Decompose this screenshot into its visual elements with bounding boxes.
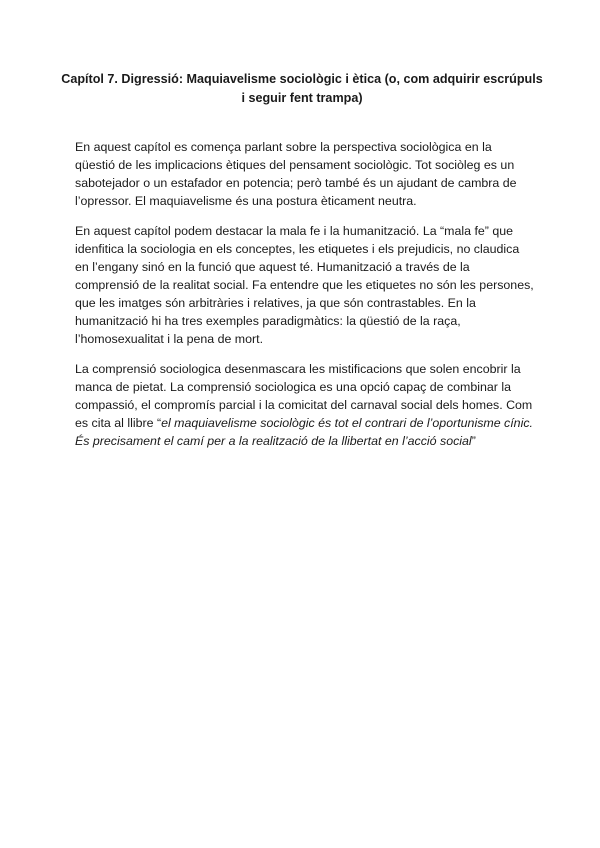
paragraph-comprehension [75,360,535,450]
quote-closing-mark: ” [471,434,476,448]
chapter-title: Capítol 7. Digressió: Maquiavelisme sociològic i ètica (o, com adquirir escrúpuls i seguir fent trampa) [61,72,543,105]
book-quote: el maquiavelisme sociològic és tot el contrari de l’oportunisme cínic. És precisament el camí per a la realització de la llibertat en l’acció social [75,416,533,448]
paragraph-perspective: En aquest capítol es comença parlant sobre la perspectiva sociològica en la qüestió de les implicacions ètiques del pensament sociològic. Tot sociòleg es un sabotejador o un estafador en potencia; però també és un ajudant de cambra de l’opressor. El maquiavelisme és una postura èticament neutra. [75,140,517,208]
paragraph-comprehension-text: La comprensió sociologica desenmascara les mistificacions que solen encobrir la manca de pietat. La comprensió sociologica es una opció capaç de combinar la compassió, el compromís parcial i la comicitat del carnaval social dels homes. Com es cita al llibre “ [75,362,533,430]
paragraph-humanization: En aquest capítol podem destacar la mala fe i la humanització. La “mala fe” que idenfitica la sociologia en els conceptes, les etiquetes i els prejudicis, no claudica en l’engany sinó en la funció que aquest té. Humanització a través de la comprensió de la realitat social. Fa entendre que les etiquetes no són les persones, que les imatges són arbitràries i relatives, ja que són contrastables. En la humanització hi ha tres exemples paradigmàtics: la qüestió de la raça, l’homosexualitat i la pena de mort. [75,224,534,346]
